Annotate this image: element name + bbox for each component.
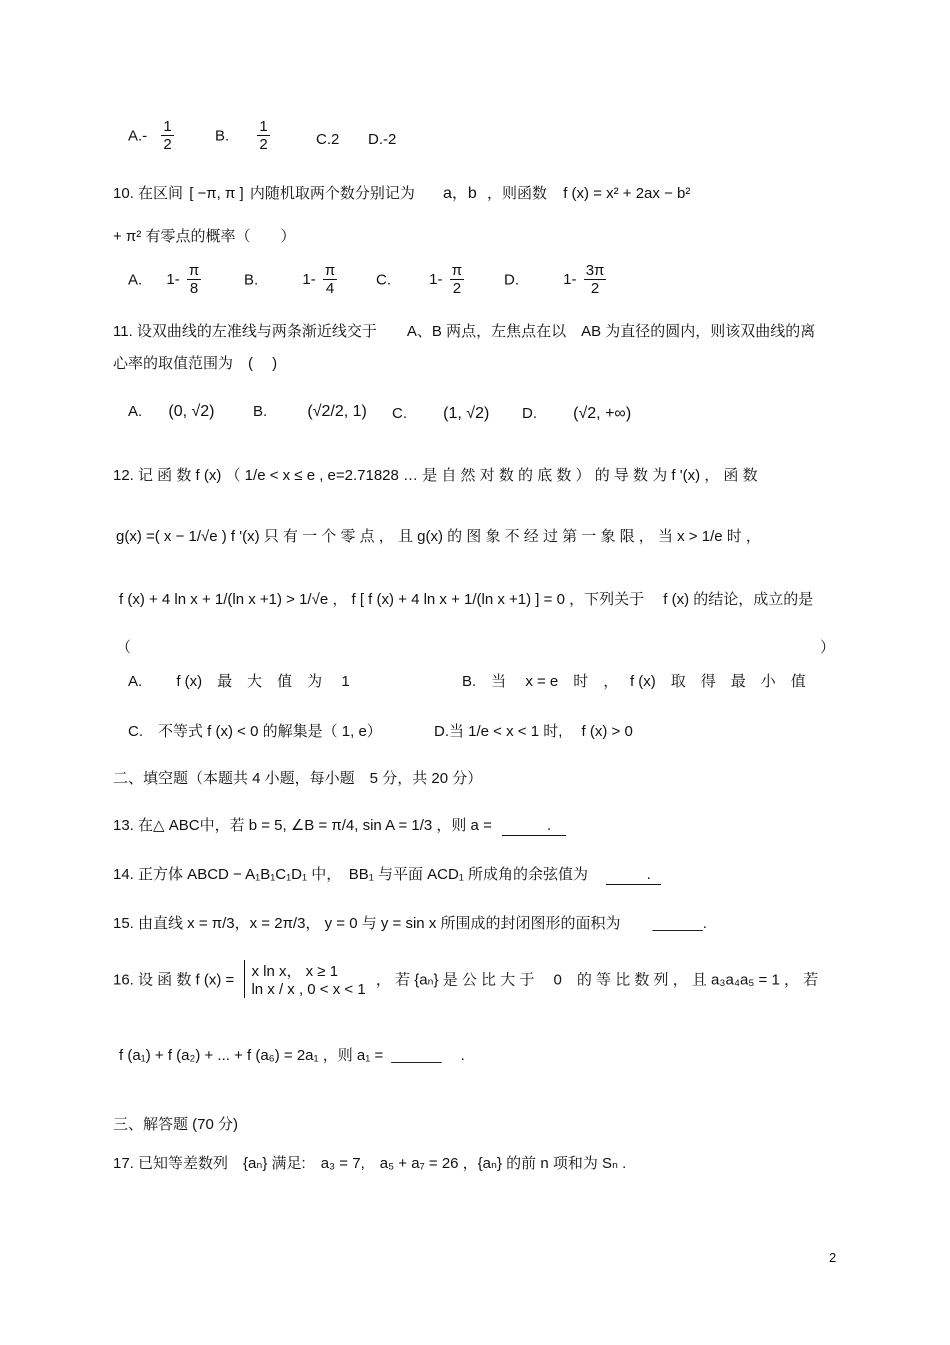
q10-option-b: [244, 262, 340, 298]
q12-option-c: C. 不等式 f (x) < 0 的解集是（ 1, e）: [128, 723, 382, 740]
fraction-denominator: 4: [325, 280, 335, 298]
q16-end: .: [445, 1047, 465, 1064]
fraction-denominator: 8: [189, 280, 199, 298]
fraction-numerator: π: [451, 262, 463, 279]
q17: 17. 已知等差数列 {aₙ} 满足: a₃ = 7, a₅ + a₇ = 26 ，{aₙ} 的前 n 项和为 Sₙ .: [113, 1155, 627, 1172]
fraction-numerator: 1: [259, 118, 268, 135]
q13-stem: 13. 在△ ABC中，若 b = 5, ∠B = π/4, sin A = 1/3 ，则 a =: [113, 817, 492, 834]
q11-option-b: [253, 403, 367, 421]
q10-option-a: [128, 262, 204, 298]
q12-stem-line3: f (x) + 4 ln x + 1/(ln x +1) > 1/√e ， f [ f (x) + 4 ln x + 1/(ln x +1) ] = 0 ，下列关于 f (x) 的结论，成立的是: [119, 591, 814, 608]
q13: [113, 814, 840, 836]
section-3-heading: 三、解答题 (70 分): [113, 1116, 239, 1133]
fraction-numerator: 3π: [585, 262, 605, 279]
q9-option-a: [128, 118, 177, 154]
q14: [113, 863, 840, 885]
q16-piecewise: [244, 960, 365, 998]
q14-answer-blank[interactable]: .: [606, 863, 661, 885]
q12-option-d: D.当 1/e < x < 1 时, f (x) > 0: [434, 723, 633, 740]
q10-stem-part: 内随机取两个数分别记为: [249, 185, 415, 202]
option-label: D.: [504, 271, 519, 289]
q11-option-c: [392, 405, 489, 423]
option-label: B.: [253, 403, 268, 420]
option-label: C.: [376, 271, 391, 289]
q9-option-b: [215, 118, 273, 154]
option-fraction: [187, 262, 201, 298]
q12-paren-close: ）: [820, 639, 836, 656]
option-label: C.: [392, 405, 407, 422]
option-fraction: [323, 262, 337, 298]
q16-answer-blank[interactable]: ______: [391, 1047, 442, 1064]
q10-option-d: [504, 262, 609, 298]
q10-stem-part: ，则函数: [487, 185, 548, 202]
option-label: A.: [128, 271, 143, 289]
option-label: B.: [244, 271, 259, 289]
fraction-denominator: 2: [452, 280, 462, 298]
q13-answer-blank[interactable]: .: [502, 814, 566, 836]
q11-option-d: [522, 405, 631, 423]
option-fraction: [450, 262, 464, 298]
q12-stem-line2: g(x) =( x − 1/√e ) f '(x) 只 有 一 个 零 点 ， 且 g(x) 的 图 象 不 经 过 第 一 象 限 ， 当 x > 1/e 时 ，: [116, 528, 761, 545]
option-fraction: [584, 262, 607, 298]
fraction-denominator: 2: [590, 280, 600, 298]
q16-stem-cont: ， 若 {aₙ} 是 公 比 大 于 0 的 等 比 数 列 ， 且 a₃a₄a₅ = 1 ， 若: [375, 971, 819, 989]
q16-line1: [113, 960, 840, 998]
option-prefix: 1-: [563, 271, 577, 289]
q10-interval: [ −π, π ]: [189, 185, 244, 202]
q16-line2: [119, 1044, 840, 1065]
q10-function: f (x) = x² + 2ax − b²: [563, 185, 691, 202]
q10-stem-part: 10. 在区间: [113, 185, 184, 202]
fraction-denominator: 2: [259, 136, 268, 154]
q10-stem-line1: [113, 180, 840, 203]
q12-paren-open: （: [116, 639, 132, 656]
q12-stem-line1: 12. 记 函 数 f (x) （ 1/e < x ≤ e , e=2.71828 … 是 自 然 对 数 的 底 数 ） 的 导 数 为 f '(x) ， 函 数: [113, 467, 758, 484]
option-value: (√2, +∞): [573, 405, 632, 422]
q9-option-a-label: A.-: [128, 127, 148, 145]
option-prefix: 1-: [429, 271, 443, 289]
option-label: D.: [522, 405, 537, 422]
q15-stem: 15. 由直线 x = π/3，x = 2π/3， y = 0 与 y = sin x 所围成的封闭图形的面积为: [113, 915, 621, 932]
option-value: (1, √2): [443, 405, 490, 422]
q12-option-b: B. 当 x = e 时 ， f (x) 取 得 最 小 值: [462, 673, 806, 690]
q9-option-b-fraction: [257, 118, 269, 154]
q16-case-2: ln x / x , 0 < x < 1: [251, 981, 366, 998]
fraction-numerator: π: [188, 262, 200, 279]
fraction-numerator: π: [324, 262, 336, 279]
fraction-numerator: 1: [163, 118, 172, 135]
page-number: 2: [829, 1250, 837, 1265]
q9-option-c: C.2: [316, 131, 340, 148]
q16-case-1: x ln x， x ≥ 1: [251, 963, 339, 980]
q10-stem-line2: + π² 有零点的概率（ ）: [113, 228, 296, 245]
option-value: (√2/2, 1): [307, 403, 367, 420]
q16-condition: f (a₁) + f (a₂) + ... + f (a₆) = 2a₁ ，则 a₁ =: [119, 1047, 384, 1064]
q9-option-a-fraction: [161, 118, 173, 154]
option-value: (0, √2): [168, 403, 215, 420]
option-prefix: 1-: [166, 271, 180, 289]
option-prefix: 1-: [302, 271, 316, 289]
q15: [113, 912, 840, 933]
q14-stem: 14. 正方体 ABCD − A₁B₁C₁D₁ 中， BB₁ 与平面 ACD₁ 所成角的余弦值为: [113, 866, 589, 883]
option-label: A.: [128, 403, 143, 420]
q10-option-c: [376, 262, 467, 298]
fraction-denominator: 2: [163, 136, 172, 154]
q11-stem-line2: 心率的取值范围为 ( ): [113, 355, 278, 372]
q12-option-a: A. f (x) 最 大 值 为 1: [128, 673, 350, 690]
q10-vars: a，b: [443, 185, 477, 202]
q9-option-d: D.-2: [368, 131, 397, 148]
q16-stem: 16. 设 函 数 f (x) =: [113, 971, 235, 989]
q11-option-a: [128, 403, 214, 421]
section-2-heading: 二、填空题（本题共 4 小题，每小题 5 分，共 20 分）: [113, 770, 483, 787]
q11-stem-line1: 11. 设双曲线的左准线与两条渐近线交于 A、B 两点，左焦点在以 AB 为直径的圆内，则该双曲线的离: [113, 323, 816, 340]
q9-option-b-label: B.: [215, 127, 230, 145]
q15-answer-blank[interactable]: ______.: [652, 915, 707, 932]
